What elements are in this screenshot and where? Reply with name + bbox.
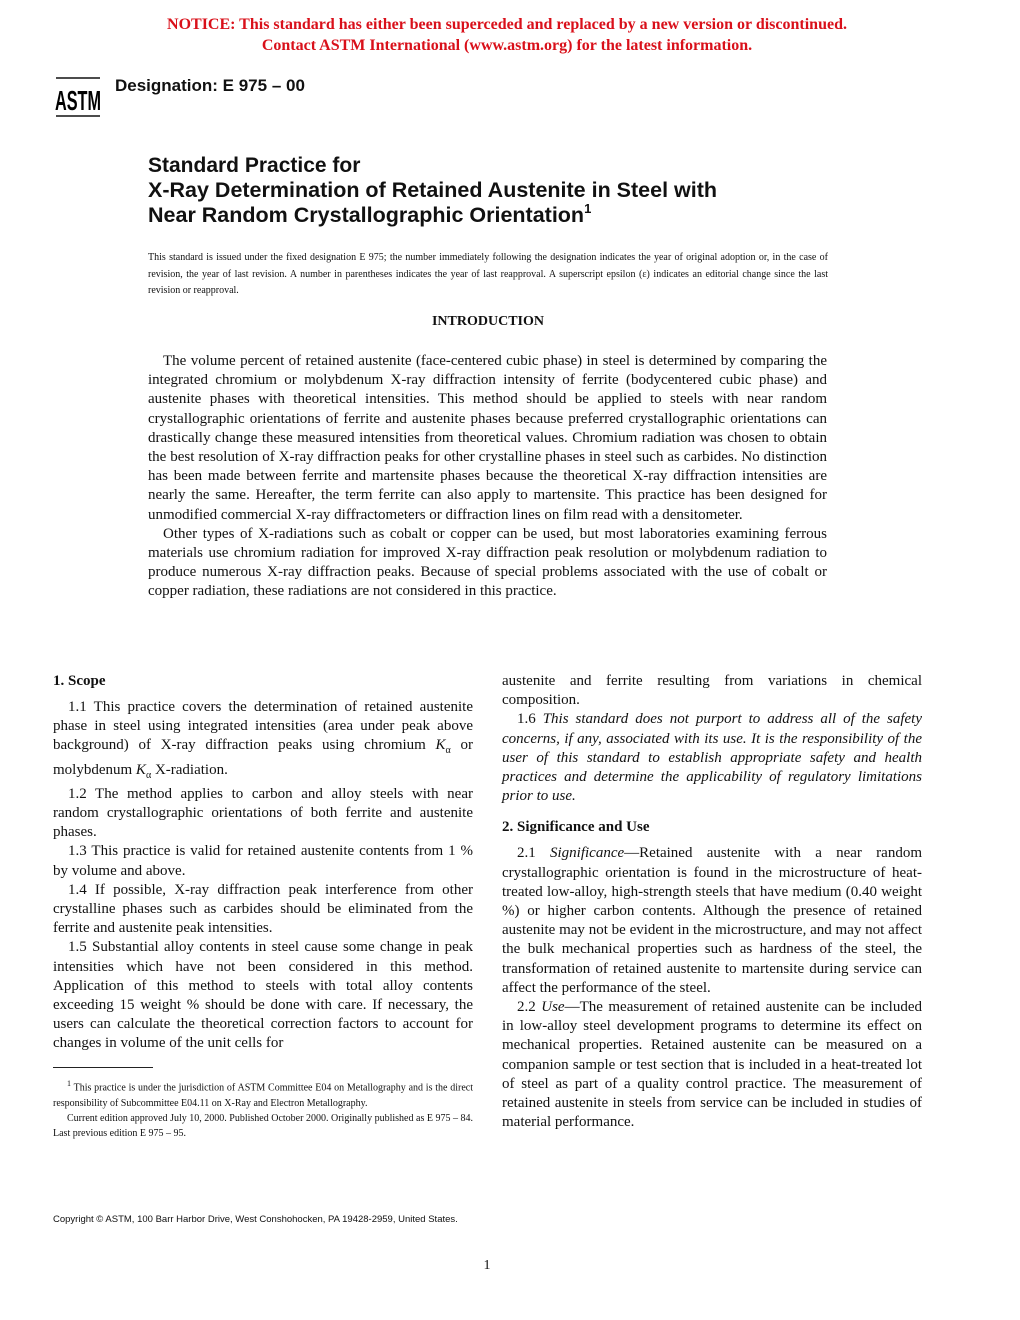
footnote-1-mark: 1: [67, 1079, 71, 1088]
section-1-1: [53, 698, 473, 785]
footnote-divider: [53, 1067, 153, 1068]
section-2-2: [502, 998, 922, 1132]
footnotes: [53, 1076, 473, 1141]
title-line-2: X-Ray Determination of Retained Austenite in Steel with: [148, 178, 718, 202]
astm-logo-text: ASTM: [55, 85, 101, 116]
right-column: [502, 672, 922, 1132]
section-2-2-term: Use: [541, 999, 565, 1016]
intro-paragraph-2: Other types of X-radiations such as cobalt or copper can be used, but most laboratories examining ferrous materials use chromium radiation for improved X-ray diffraction peak resolution or molybdenum radiation to produce numerous X-ray diffraction peaks. Because of special problems associated with the use of cobalt or copper radiation, these radiations are not considered in this practice.: [148, 525, 827, 600]
section-1-6: [502, 710, 922, 806]
scope-heading: 1. Scope: [53, 673, 106, 689]
introduction-heading: INTRODUCTION: [431, 314, 544, 329]
supersede-notice: [0, 14, 1014, 56]
k-symbol: K: [435, 737, 446, 754]
section-1-1-text-b: or molybdenum: [53, 737, 473, 778]
section-2-1-text: —Retained austenite with a near random crystallographic orientation is found in the microstructure of heat-treated low-alloy, high-strength steels that have medium (0.40 weight %) or higher carbon contents. Although the presence of retained austenite may not be evident in the microstructure, and may not affect the bulk mechanical properties such as hardness of the steel, the transformation of retained austenite to martensite during service can affect the performance of the steel.: [502, 845, 922, 996]
section-2-2-text: —The measurement of retained austenite can be included in low-alloy steel development programs to determine its effect on mechanical properties. Retained austenite can be measured on a companion sample or test section that is included in a heat-treated lot of steel as part of a quality control practice. The measurement of retained austenite in steels from service can be included in studies of material performance.: [502, 999, 923, 1131]
astm-logo: [53, 76, 103, 118]
footnote-1-text: This practice is under the jurisdiction of ASTM Committee E04 on Metallography and is the direct responsibility of Subcommittee E04.11 on X-Ray and Electron Metallography.: [53, 1082, 473, 1109]
section-2-1-term: Significance: [550, 845, 625, 862]
section-2-1-number: 2.1: [517, 845, 550, 862]
title-line-1: Standard Practice for: [148, 154, 361, 177]
notice-line-2: Contact ASTM International (www.astm.org) for the latest information.: [261, 37, 753, 54]
footnote-2: Current edition approved July 10, 2000. Published October 2000. Originally published as E 975 – 84. Last previous edition E 975 – 95.: [53, 1112, 473, 1139]
section-1-2: 1.2 The method applies to carbon and alloy steels with near random crystallographic orientations of both ferrite and austenite phases.: [53, 785, 473, 841]
section-1-5: 1.5 Substantial alloy contents in steel cause some change in peak intensities which have not been considered in this method. Application of this method to steels with total alloy contents exceeding 15 weight % should be done with care. If necessary, the users can calculate the theoretical correction factors to account for changes in volume of the unit cells for: [53, 939, 473, 1052]
copyright-line: Copyright © ASTM, 100 Barr Harbor Drive, West Conshohocken, PA 19428-2959, United States.: [53, 1214, 458, 1225]
section-1-4: 1.4 If possible, X-ray diffraction peak interference from other crystalline phases such as carbides should be eliminated from the ferrite and austenite peak intensities.: [53, 881, 473, 937]
section-1-3: 1.3 This practice is valid for retained austenite contents from 1 % by volume and above.: [53, 843, 473, 879]
alpha-subscript-2: α: [145, 769, 152, 781]
footnote-1: [53, 1076, 473, 1111]
introduction-body: [148, 352, 827, 602]
alpha-subscript: α: [445, 745, 451, 757]
page-number: 1: [483, 1258, 491, 1273]
k-symbol-2: K: [135, 761, 146, 778]
section-2-2-number: 2.2: [517, 999, 542, 1016]
section-1-6-number: 1.6: [517, 711, 543, 728]
issued-notice: This standard is issued under the fixed designation E 975; the number immediately following the designation indicates the year of original adoption or, in the case of revision, the year of last revision. A number in parentheses indicates the year of last reapproval. A superscript epsilon (ε) indicates an editorial change since the last revision or reapproval.: [148, 252, 828, 296]
document-title: [148, 153, 848, 228]
significance-heading: 2. Significance and Use: [502, 819, 650, 836]
section-1-6-text: This standard does not purport to address all of the safety concerns, if any, associated with its use. It is the responsibility of the user of this standard to establish appropriate safety and health practices and determine the applicability of regulatory limitations prior to use.: [502, 711, 923, 805]
section-2-1: [502, 844, 922, 998]
notice-line-1: NOTICE: This standard has either been superceded and replaced by a new version or discontinued.: [167, 16, 847, 33]
designation: Designation: E 975 – 00: [115, 76, 305, 95]
section-1-5-continued: austenite and ferrite resulting from variations in chemical composition.: [502, 673, 922, 709]
section-1-1-text-c: X-radiation.: [151, 761, 228, 778]
title-line-3: [148, 203, 848, 228]
left-column: [53, 672, 473, 1054]
intro-paragraph-1: The volume percent of retained austenite (face-centered cubic phase) in steel is determined by comparing the integrated chromium or molybdenum X-ray diffraction intensity of ferrite (bodycentered cubic phase) and austenite phases with theoretical intensities. This method should be applied to steels with near random crystallographic orientations of ferrite and austenite phases because preferred crystallographic orientations can drastically change these measured intensities from theoretical values. Chromium radiation was chosen to obtain the best resolution of X-ray diffraction peaks for other crystalline phases in steel such as carbides. No distinction has been made between ferrite and martensite phases because the theoretical X-ray diffraction intensities are nearly the same. Hereafter, the term ferrite can also apply to martensite. This practice has been designed for unmodified commercial X-ray diffractometers or diffraction lines on film read with a densitometer.: [148, 353, 827, 523]
section-1-1-text-a: 1.1 This practice covers the determination of retained austenite phase in steel using integrated intensities (area under peak above background) of X-ray diffraction peaks using chromium: [53, 699, 473, 754]
title-footnote-mark: 1: [584, 201, 592, 216]
title-line-3-text: Near Random Crystallographic Orientation: [148, 203, 585, 227]
